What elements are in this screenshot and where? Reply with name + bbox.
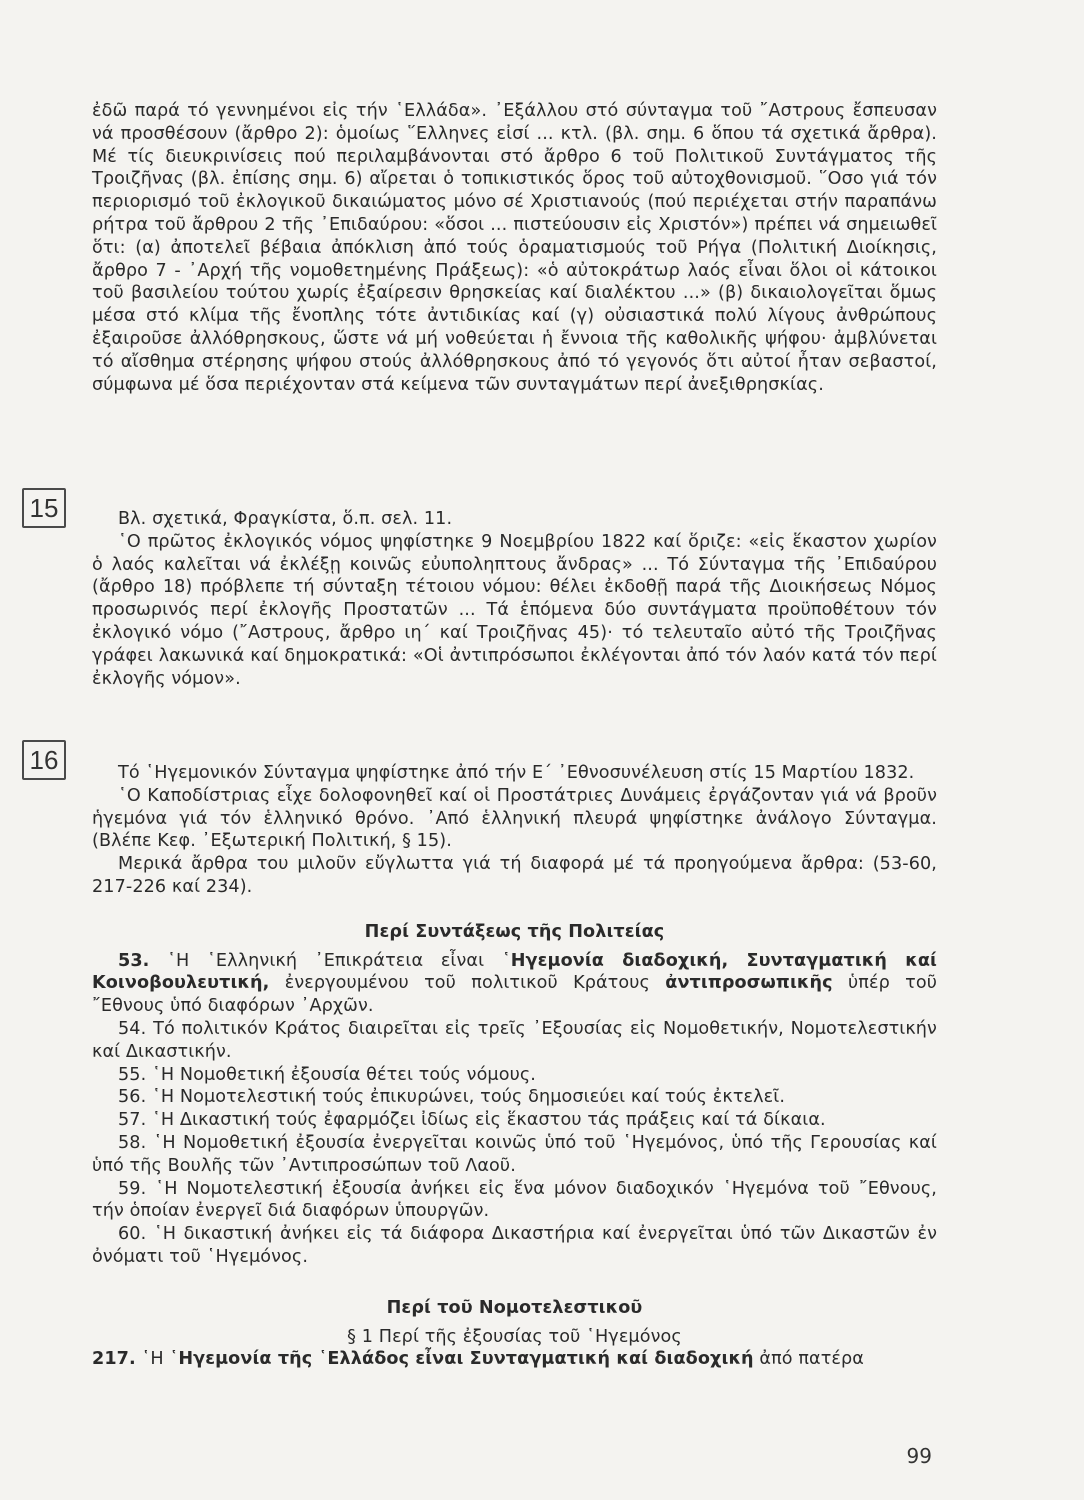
note-marker-15: 15 bbox=[22, 488, 66, 528]
note-15 bbox=[92, 508, 937, 690]
note-paragraph: Μερικά ἄρθρα του μιλοῦν εὔγλωττα γιά τή διαφορά μέ τά προηγούμενα ἄρθρα: (53-60, 217-226 καί 234). bbox=[92, 854, 937, 897]
article-number: 217. bbox=[92, 1349, 136, 1370]
article-number: 53. bbox=[118, 950, 150, 971]
note-continuation bbox=[92, 100, 937, 396]
section-heading: Περί Συντάξεως τῆς Πολιτείας bbox=[364, 921, 665, 942]
article-58: 58. ῾Η Νομοθετική ἐξουσία ἐνεργεῖται κοινῶς ὑπό τοῦ ῾Ηγεμόνος, ὑπό τῆς Γερουσίας καί ὑπό τῆς Βουλῆς τῶν ᾿Αντιπροσώπων τοῦ Λαοῦ. bbox=[92, 1132, 937, 1176]
article-54: 54. Τό πολιτικόν Κράτος διαιρεῖται εἰς τρεῖς ᾿Εξουσίας εἰς Νομοθετικήν, Νομοτελεστικήν καί Δικαστικήν. bbox=[92, 1018, 937, 1062]
article-59: 59. ῾Η Νομοτελεστική ἐξουσία ἀνήκει εἰς ἕνα μόνον διαδοχικόν ῾Ηγεμόνα τοῦ ῎Εθνους, τήν ὁποίαν ἐνεργεῖ διά διαφόρων ὑπουργῶν. bbox=[92, 1178, 937, 1222]
note-marker-16: 16 bbox=[22, 740, 66, 780]
article-emphasis: ἀντιπροσωπικῆς bbox=[665, 973, 833, 994]
article-53 bbox=[92, 950, 937, 1018]
article-60: 60. ῾Η δικαστική ἀνήκει εἰς τά διάφορα Δικαστήρια καί ἐνεργεῖται ὑπό τῶν Δικαστῶν ἐν ὀνόματι τοῦ ῾Ηγεμόνος. bbox=[92, 1224, 937, 1267]
note-paragraph: Βλ. σχετικά, Φραγκίστα, ὅ.π. σελ. 11. bbox=[118, 509, 453, 529]
note-paragraph: ῾Ο Καποδίστριας εἶχε δολοφονηθεῖ καί οἱ Προστάτριες Δυνάμεις ἐργάζονταν γιά νά βροῦν ἡγεμόνα γιά τόν ἑλληνικό θρόνο. ᾿Από ἑλληνική πλευρά ψηφίστηκε ἀνάλογο Σύνταγμα. (Βλέπε Κεφ. ᾿Εξωτερική Πολιτική, § 15). bbox=[92, 785, 937, 852]
article-text: ἀπό πατέρα bbox=[753, 1349, 864, 1370]
section-heading: Περί τοῦ Νομοτελεστικοῦ bbox=[386, 1297, 643, 1318]
note-paragraph: ῾Ο πρῶτος ἐκλογικός νόμος ψηφίστηκε 9 Νοεμβρίου 1822 καί ὅριζε: «εἰς ἕκαστον χωρίον ὁ λαός καλεῖται νά ἐκλέξῃ κοινῶς εὐυποληπτους ἄνδρας» ... Τό Σύνταγμα τῆς ᾿Επιδαύρου (ἄρθρο 18) πρόβλεπε τή σύνταξη τέτοιου νόμου: θέλει ἐκδοθῇ παρά τῆς Διοικήσεως Νόμος προσωρινός περί ἐκλογῆς Προστατῶν ... Τά ἑπόμενα δύο συντάγματα προϋποθέτουν τόν ἐκλογικό νόμο (῎Αστρους, ἄρθρο ιη´ καί Τροιζῆνας 45)· τό τελευταῖο αὐτό τῆς Τροιζῆνας γράφει λακωνικά καί δημοκρατικά: «Οἱ ἀντιπρόσωποι ἐκλέγονται ἀπό τόν λαόν κατά τόν περί ἐκλογῆς νόμον». bbox=[92, 531, 937, 689]
article-emphasis: ῾Ηγεμονία διαδοχική, Συνταγματική καί Κοινοβουλευτική, bbox=[92, 950, 937, 994]
note-paragraph: Τό ῾Ηγεμονικόν Σύνταγμα ψηφίστηκε ἀπό τήν Ε´ ᾿Εθνοσυνέλευση στίς 15 Μαρτίου 1832. bbox=[118, 763, 915, 783]
article-56: 56. ῾Η Νομοτελεστική τούς ἐπικυρώνει, τούς δημοσιεύει καί τούς ἐκτελεῖ. bbox=[118, 1087, 786, 1108]
section-subheading: § 1 Περί τῆς ἐξουσίας τοῦ ῾Ηγεμόνος bbox=[347, 1326, 682, 1347]
article-55: 55. ῾Η Νομοθετική ἐξουσία θέτει τούς νόμους. bbox=[118, 1064, 536, 1085]
article-text: ἐνεργουμένου τοῦ πολιτικοῦ Κράτους bbox=[269, 973, 666, 994]
article-text: ὑπέρ τοῦ ῎Εθνους ὑπό διαφόρων ᾿Αρχῶν. bbox=[92, 973, 937, 1017]
note-16 bbox=[92, 762, 937, 1371]
article-217 bbox=[92, 1348, 937, 1371]
article-emphasis: ῾Ηγεμονία τῆς ῾Ελλάδος εἶναι Συνταγματική καί διαδοχική bbox=[169, 1349, 754, 1370]
note-paragraph: ἐδῶ παρά τό γεννημένοι εἰς τήν ῾Ελλάδα». ᾿Εξάλλου στό σύνταγμα τοῦ ῎Αστρους ἔσπευσαν νά προσθέσουν (ἄρθρο 2): ὁμοίως ῞Ελληνες εἰσί ... κτλ. (βλ. σημ. 6 ὅπου τά σχετικά ἄρθρα). Μέ τίς διευκρινίσεις πού περιλαμβάνονται στό ἄρθρο 6 τοῦ Πολιτικοῦ Συντάγματος τῆς Τροιζῆνας (βλ. ἐπίσης σημ. 6) αἴρεται ὁ τοπικιστικός ὅρος τοῦ αὐτοχθονισμοῦ. ῞Οσο γιά τόν περιορισμό τοῦ ἐκλογικοῦ δικαιώματος μόνο σέ Χριστιανούς (πού περιέχεται στήν παραπάνω ρήτρα τοῦ ἄρθρου 2 τῆς ᾿Επιδαύρου: «ὅσοι ... πιστεύουσιν εἰς Χριστόν») πρέπει νά σημειωθεῖ ὅτι: (α) ἀποτελεῖ βέβαια ἀπόκλιση ἀπό τούς ὁραματισμούς τοῦ Ρήγα (Πολιτική Διοίκησις, ἄρθρο 7 - ᾿Αρχή τῆς νομοθετημένης Πράξεως): «ὁ αὐτοκράτωρ λαός εἶναι ὅλοι οἱ κάτοικοι τοῦ βασιλείου τούτου χωρίς ἐξαίρεσιν θρησκείας καί διαλέκτου ...» (β) δικαιολογεῖται ὅμως μέσα στό κλίμα τῆς ἔνοπλης τότε ἀντιδικίας καί (γ) οὐσιαστικά πολύ λίγους ἀνθρώπους ἐξαιροῦσε ἀλλόθρησκους, ὥστε νά μή νοθεύεται ἡ ἔννοια τῆς καθολικῆς ψήφου· ἀμβλύνεται τό αἴσθημα στέρησης ψήφου στούς ἀλλόθρησκους ἀπό τό γεγονός ὅτι αὐτοί ἦταν σεβαστοί, σύμφωνα μέ ὅσα περιέχονταν στά κείμενα τῶν συνταγμάτων περί ἀνεξιθρησκίας. bbox=[92, 101, 937, 395]
page-number: 99 bbox=[906, 1444, 932, 1468]
article-text: ῾Η bbox=[135, 1349, 170, 1370]
article-57: 57. ῾Η Δικαστική τούς ἐφαρμόζει ἰδίως εἰς ἕκαστου τάς πράξεις καί τά δίκαια. bbox=[118, 1110, 826, 1131]
article-text: ῾Η ῾Ελληνική ᾿Επικράτεια εἶναι bbox=[167, 950, 502, 971]
